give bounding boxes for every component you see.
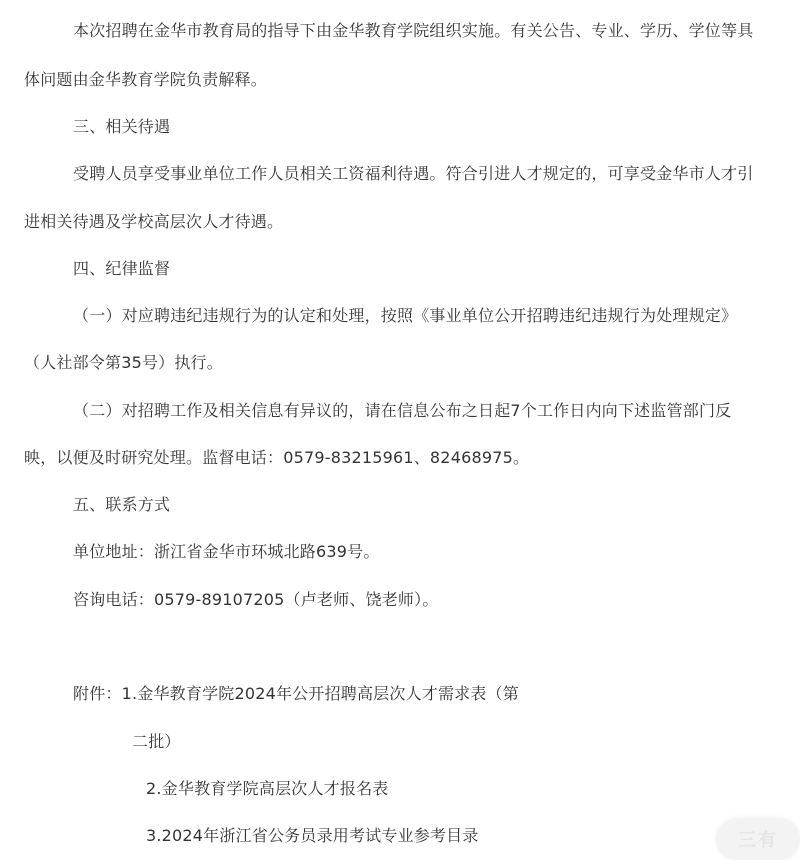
contact-phone: 咨询电话：0579-89107205（卢老师、饶老师）。: [73, 590, 439, 609]
contact-address: 单位地址：浙江省金华市环城北路639号。: [73, 542, 380, 561]
section-heading-benefits: 三、相关待遇: [73, 117, 171, 136]
paragraph-line-3: 受聘人员享受事业单位工作人员相关工资福利待遇。符合引进人才规定的，可享受金华市人才引: [73, 164, 754, 183]
watermark-badge: [716, 818, 800, 860]
paragraph-line-5: （一）对应聘违纪违规行为的认定和处理，按照《事业单位公开招聘违纪违规行为处理规定》: [73, 306, 738, 325]
attachment-line-2: 2.金华教育学院高层次人才报名表: [146, 779, 389, 798]
paragraph-line-8: 映，以便及时研究处理。监督电话：0579-83215961、82468975。: [24, 448, 530, 467]
paragraph-line-6: （人社部令第35号）执行。: [24, 353, 223, 372]
watermark-text: 三有: [738, 830, 778, 851]
paragraph-line-7: （二）对招聘工作及相关信息有异议的，请在信息公布之日起7个工作日内向下述监管部门反: [73, 401, 732, 420]
paragraph-line-2: 体问题由金华教育学院负责解释。: [24, 70, 268, 89]
attachment-line-1: 附件：1.金华教育学院2024年公开招聘高层次人才需求表（第: [73, 684, 519, 703]
attachment-line-3: 3.2024年浙江省公务员录用考试专业参考目录: [146, 826, 479, 845]
section-heading-contact: 五、联系方式: [73, 495, 171, 514]
section-heading-discipline: 四、纪律监督: [73, 259, 171, 278]
attachment-line-1-continued: 二批）: [132, 732, 181, 751]
paragraph-line-1: 本次招聘在金华市教育局的指导下由金华教育学院组织实施。有关公告、专业、学历、学位等具: [73, 21, 754, 40]
paragraph-line-4: 进相关待遇及学校高层次人才待遇。: [24, 212, 284, 231]
